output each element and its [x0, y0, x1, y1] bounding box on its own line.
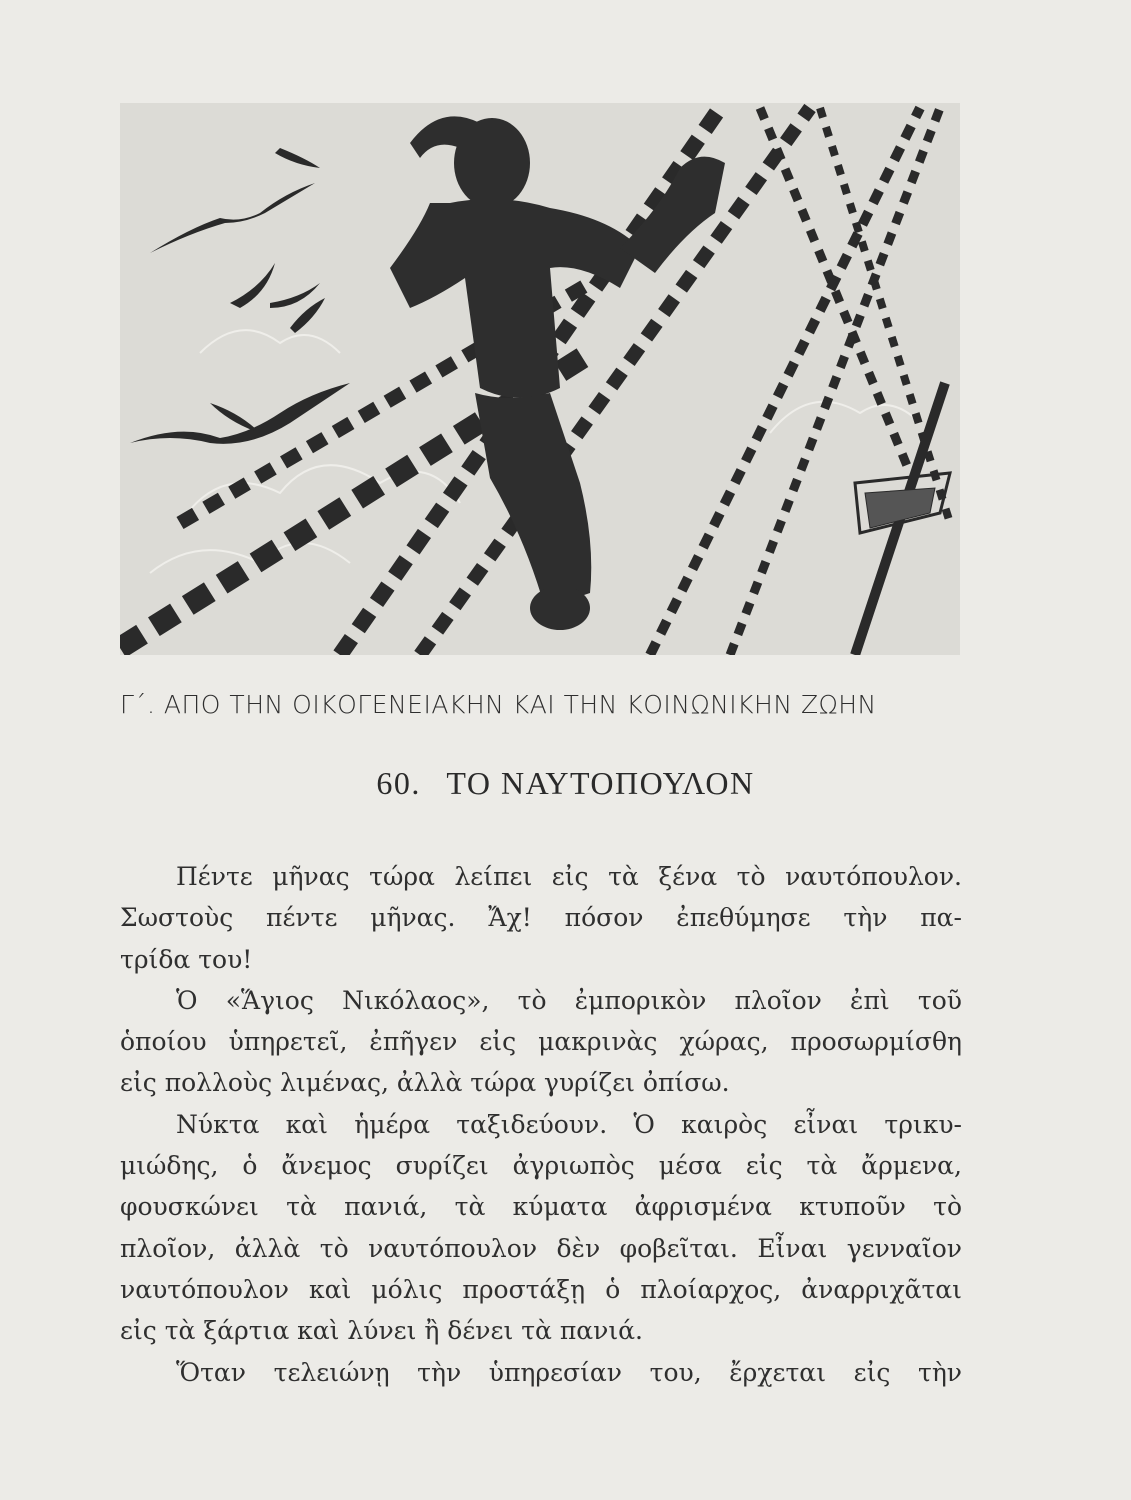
text-line: Πέντε μῆνας τώρα λείπει εἰς τὰ ξένα τὸ ναυτόπουλον.	[176, 862, 962, 891]
text-line: ναυτόπουλον καὶ μόλις προστάξῃ ὁ πλοίαρχος, ἀναρριχᾶται	[120, 1274, 962, 1304]
text-line: εἰς πολλοὺς λιμένας, ἀλλὰ τώρα γυρίζει ὀπίσω.	[120, 1068, 730, 1098]
text-line: εἰς τὰ ξάρτια καὶ λύνει ἢ δένει τὰ πανιά.	[120, 1316, 643, 1346]
section-heading: Γ΄. ΑΠΟ ΤΗΝ ΟΙΚΟΓΕΝΕΙΑΚΗΝ ΚΑΙ ΤΗΝ ΚΟΙΝΩΝΙΚΗΝ ΖΩΗΝ	[120, 690, 877, 719]
text-line: Νύκτα καὶ ἡμέρα ταξιδεύουν. Ὁ καιρὸς εἶναι τρικυ-	[176, 1109, 962, 1139]
chapter-title	[0, 765, 1131, 802]
body-text	[120, 856, 962, 1393]
text-line: Σωστοὺς πέντε μῆνας. Ἄχ! πόσον ἐπεθύμησε τὴν πα-	[120, 903, 962, 933]
chapter-name: ΤΟ ΝΑΥΤΟΠΟΥΛΟΝ	[446, 765, 755, 801]
text-line: Ὁ «Ἅγιος Νικόλαος», τὸ ἐμπορικὸν πλοῖον ἐπὶ τοῦ	[176, 985, 962, 1015]
sailor-illustration	[120, 103, 960, 655]
text-line: ὁποίου ὑπηρετεῖ, ἐπῆγεν εἰς μακρινὰς χώρας, προσωρμίσθη	[120, 1027, 962, 1057]
paragraph	[120, 1352, 962, 1393]
paragraph	[120, 980, 962, 1104]
paragraph	[120, 1104, 962, 1352]
paragraph	[120, 856, 962, 980]
chapter-number: 60.	[376, 765, 421, 801]
text-line: πλοῖον, ἀλλὰ τὸ ναυτόπουλον δὲν φοβεῖται. Εἶναι γενναῖον	[120, 1233, 962, 1263]
text-line: Ὅταν τελειώνῃ τὴν ὑπηρεσίαν του, ἔρχεται εἰς τὴν	[176, 1357, 962, 1387]
text-line: τρίδα του!	[120, 944, 253, 974]
text-line: μιώδης, ὁ ἄνεμος συρίζει ἀγριωπὸς μέσα εἰς τὰ ἄρμενα,	[120, 1151, 962, 1181]
text-line: φουσκώνει τὰ πανιά, τὰ κύματα ἀφρισμένα κτυποῦν τὸ	[120, 1192, 962, 1222]
